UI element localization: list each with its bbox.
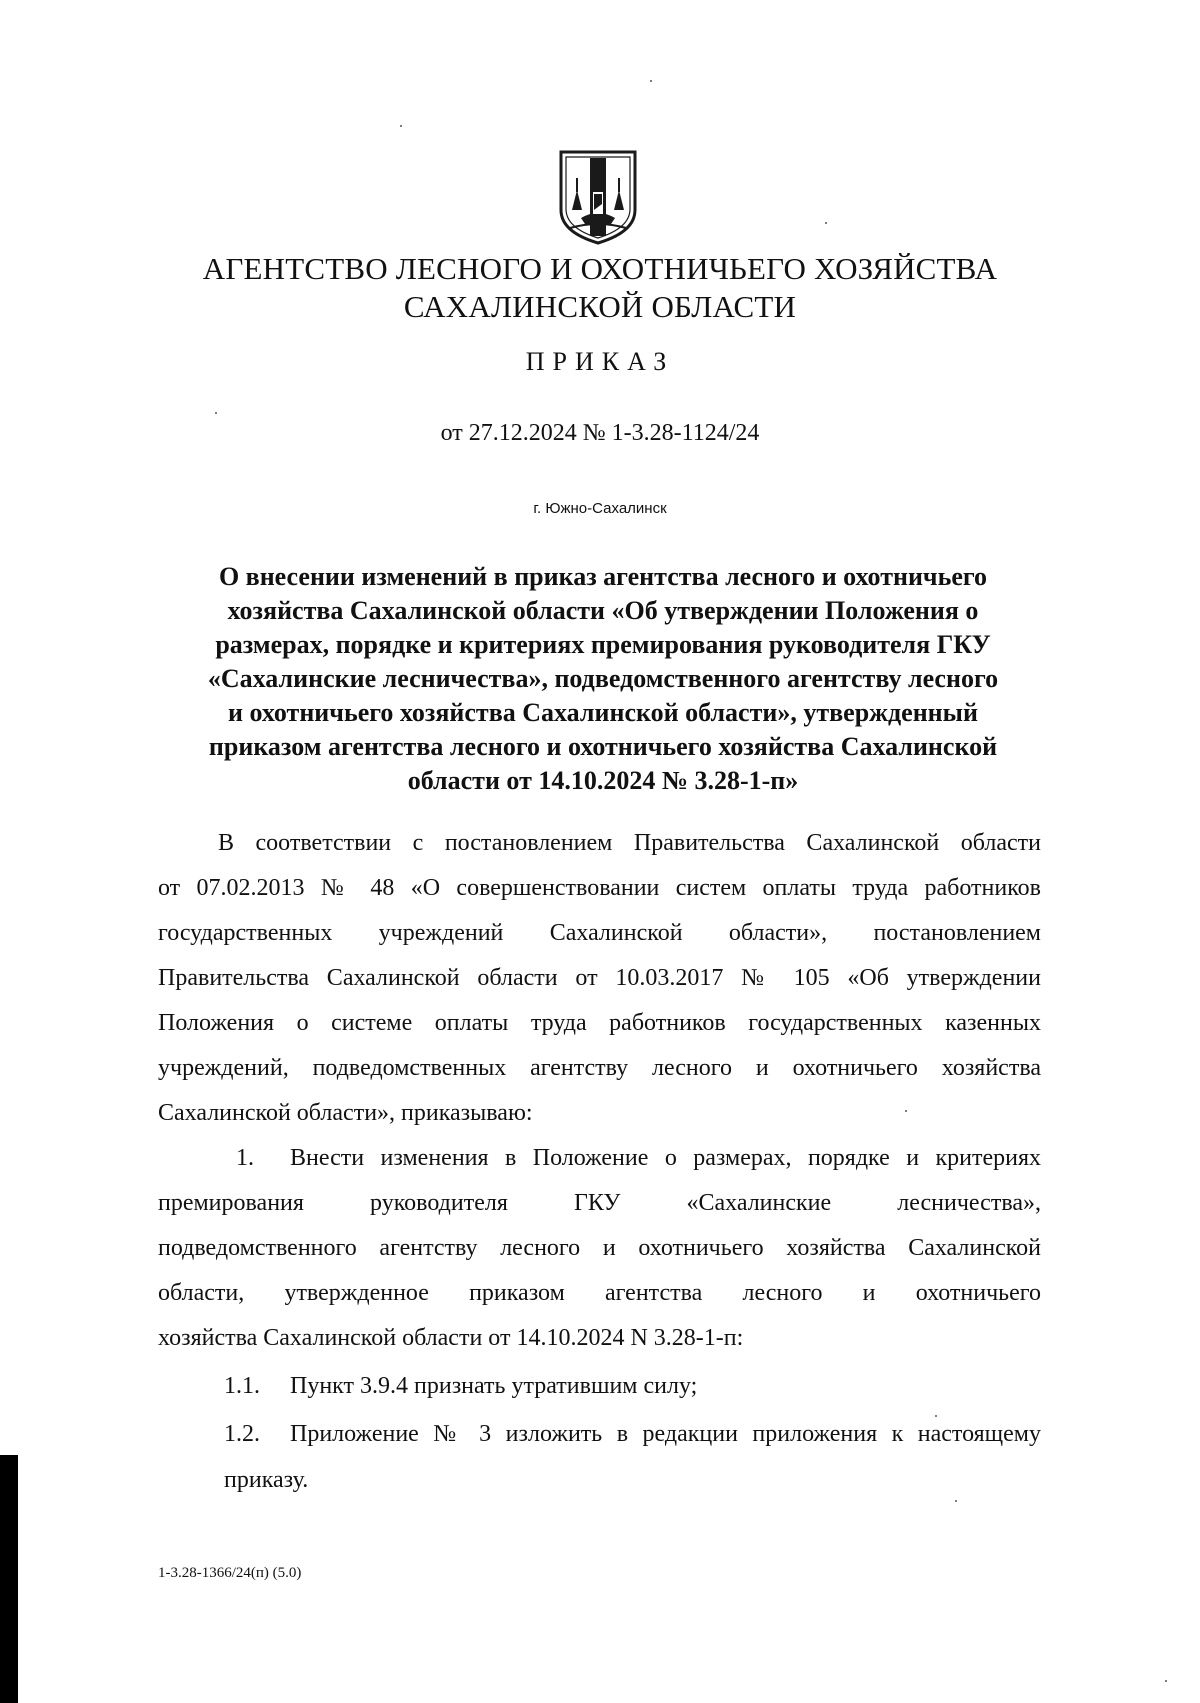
item-1-2-number: 1.2.	[224, 1421, 260, 1447]
city-name: г. Южно-Сахалинск	[533, 500, 667, 517]
item-1-1-number: 1.1.	[224, 1373, 260, 1399]
scan-speck	[825, 222, 827, 224]
heading-line: и охотничьего хозяйства Сахалинской области», утвержденный	[228, 698, 978, 727]
heading-line: О внесении изменений в приказ агентства лесного и охотничьего	[218, 562, 988, 591]
item-1-line: области, утвержденное приказом агентства лесного и охотничьего	[158, 1280, 1041, 1306]
document-code: 1-3.28-1366/24(п) (5.0)	[158, 1565, 302, 1581]
heading-line: приказом агентства лесного и охотничьего хозяйства Сахалинской	[208, 732, 998, 761]
item-1-line: хозяйства Сахалинской области от 14.10.2024 N 3.28-1-п:	[158, 1325, 744, 1351]
preamble-line: Положения о системе оплаты труда работников государственных казенных	[158, 1010, 1041, 1036]
preamble-line: от 07.02.2013 № 48 «О совершенствовании систем оплаты труда работников	[158, 875, 1041, 901]
scan-speck	[215, 412, 217, 414]
item-1-line: премирования руководителя ГКУ «Сахалинские лесничества»,	[158, 1190, 1041, 1216]
order-number: от 27.12.2024 № 1-3.28-1124/24	[440, 420, 760, 446]
agency-name-line-2: САХАЛИНСКОЙ ОБЛАСТИ	[403, 289, 797, 324]
item-1-2-text: Приложение № 3 изложить в редакции приложения к настоящему	[290, 1421, 1041, 1447]
agency-name-line-1: АГЕНТСТВО ЛЕСНОГО И ОХОТНИЧЬЕГО ХОЗЯЙСТВА	[202, 251, 998, 286]
preamble-line: Сахалинской области», приказываю:	[158, 1100, 533, 1126]
item-1-line: Внести изменения в Положение о размерах, порядке и критериях	[290, 1145, 1041, 1171]
heading-line: размерах, порядке и критериях премирования руководителя ГКУ	[215, 630, 991, 659]
item-1-number: 1.	[236, 1145, 254, 1171]
scan-speck	[1165, 1680, 1167, 1682]
preamble-line: В соответствии с постановлением Правительства Сахалинской области	[218, 830, 1041, 856]
order-title: ПРИКАЗ	[525, 347, 675, 376]
scan-speck	[400, 125, 402, 127]
preamble-line: государственных учреждений Сахалинской области», постановлением	[158, 920, 1041, 946]
scan-speck	[935, 1415, 937, 1417]
document-body	[158, 0, 1041, 1703]
item-1-1-text: Пункт 3.9.4 признать утратившим силу;	[290, 1373, 698, 1399]
heading-line: области от 14.10.2024 № 3.28-1-п»	[407, 766, 799, 795]
preamble-line: Правительства Сахалинской области от 10.03.2017 № 105 «Об утверждении	[158, 965, 1041, 991]
scan-speck	[650, 80, 652, 82]
scan-speck	[905, 1110, 907, 1112]
heading-line: хозяйства Сахалинской области «Об утверждении Положения о	[227, 596, 979, 625]
scan-speck	[955, 1500, 957, 1502]
preamble-line: учреждений, подведомственных агентству лесного и охотничьего хозяйства	[158, 1055, 1041, 1081]
heading-line: «Сахалинские лесничества», подведомственного агентству лесного	[207, 664, 999, 693]
scan-edge-mark	[0, 1455, 18, 1703]
item-1-line: подведомственного агентству лесного и охотничьего хозяйства Сахалинской	[158, 1235, 1041, 1261]
item-1-2-text-continued: приказу.	[224, 1467, 309, 1493]
